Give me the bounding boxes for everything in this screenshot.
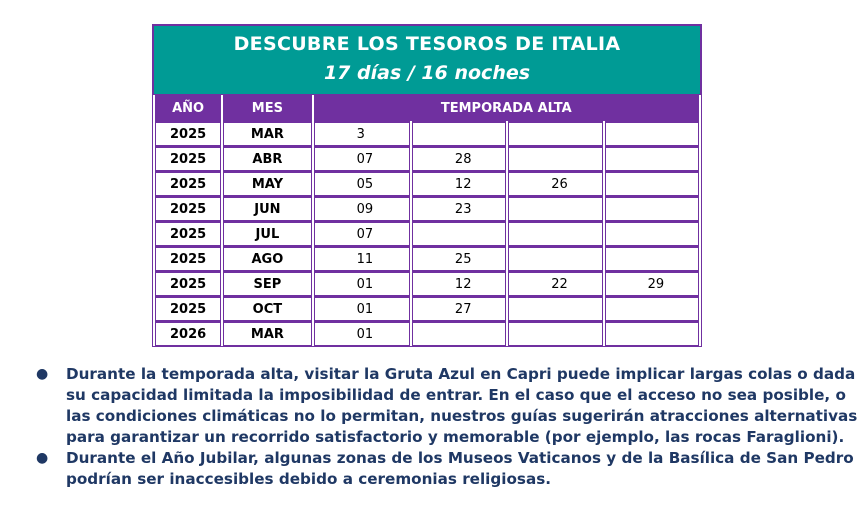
month-cell: MAR xyxy=(223,121,311,146)
date-cell: 01 xyxy=(314,271,410,296)
date-cell: 09 xyxy=(314,196,410,221)
month-cell: MAR xyxy=(223,321,311,346)
table-title: DESCUBRE LOS TESOROS DE ITALIA xyxy=(233,33,621,55)
table-row xyxy=(155,196,699,221)
table-row xyxy=(155,321,699,346)
date-cell: 05 xyxy=(314,171,410,196)
month-cell: JUN xyxy=(223,196,311,221)
bullet-icon: ● xyxy=(36,366,49,382)
year-cell: 2025 xyxy=(155,146,221,171)
month-cell: ABR xyxy=(223,146,311,171)
date-cell xyxy=(605,221,699,246)
date-cell xyxy=(508,296,602,321)
date-cell: 25 xyxy=(412,246,506,271)
month-cell: MAY xyxy=(223,171,311,196)
year-cell: 2026 xyxy=(155,321,221,346)
header-month: MES xyxy=(223,95,311,121)
date-cell: 29 xyxy=(605,271,699,296)
date-cell xyxy=(412,221,506,246)
date-cell xyxy=(605,196,699,221)
date-cell: 3 xyxy=(314,121,410,146)
header-season: TEMPORADA ALTA xyxy=(314,95,699,121)
date-cell: 01 xyxy=(314,296,410,321)
header-year: AÑO xyxy=(155,95,221,121)
year-cell: 2025 xyxy=(155,171,221,196)
note-item xyxy=(36,448,858,490)
date-cell: 12 xyxy=(412,171,506,196)
date-cell xyxy=(412,321,506,346)
date-cell xyxy=(605,171,699,196)
month-cell: OCT xyxy=(223,296,311,321)
date-cell: 07 xyxy=(314,221,410,246)
date-cell xyxy=(508,121,602,146)
notes-list xyxy=(36,364,858,490)
table-subtitle: 17 días / 16 noches xyxy=(323,62,531,84)
departures-table xyxy=(152,24,702,347)
table-row xyxy=(155,296,699,321)
date-cell: 07 xyxy=(314,146,410,171)
note-item xyxy=(36,364,858,448)
year-cell: 2025 xyxy=(155,221,221,246)
note-text: Durante la temporada alta, visitar la Gruta Azul en Capri puede implicar largas colas o dada su capacidad limitada la imposibilidad de entrar. En el caso que el acceso no sea posible, o las condiciones climáticas no lo permitan, nuestros guías sugerirán atracciones alternativas para garantizar un recorrido satisfactorio y memorable (por ejemplo, las rocas Faraglioni). xyxy=(66,365,858,446)
year-cell: 2025 xyxy=(155,121,221,146)
month-cell: SEP xyxy=(223,271,311,296)
table-row xyxy=(155,146,699,171)
table-row xyxy=(155,121,699,146)
month-cell: AGO xyxy=(223,246,311,271)
date-cell xyxy=(508,321,602,346)
bullet-icon: ● xyxy=(36,450,49,466)
date-cell xyxy=(605,296,699,321)
date-cell xyxy=(605,246,699,271)
date-cell: 22 xyxy=(508,271,602,296)
dates-table xyxy=(153,95,701,346)
year-cell: 2025 xyxy=(155,196,221,221)
date-cell: 23 xyxy=(412,196,506,221)
table-row xyxy=(155,246,699,271)
title-band xyxy=(153,25,701,95)
table-row xyxy=(155,271,699,296)
date-cell xyxy=(605,146,699,171)
date-cell xyxy=(508,146,602,171)
date-cell: 26 xyxy=(508,171,602,196)
year-cell: 2025 xyxy=(155,271,221,296)
year-cell: 2025 xyxy=(155,246,221,271)
date-cell: 27 xyxy=(412,296,506,321)
date-cell xyxy=(508,221,602,246)
date-cell xyxy=(412,121,506,146)
month-cell: JUL xyxy=(223,221,311,246)
date-cell xyxy=(508,246,602,271)
date-cell: 12 xyxy=(412,271,506,296)
date-cell: 28 xyxy=(412,146,506,171)
note-text: Durante el Año Jubilar, algunas zonas de los Museos Vaticanos y de la Basílica de San Pedro podrían ser inaccesibles debido a ceremonias religiosas. xyxy=(66,449,854,488)
date-cell: 11 xyxy=(314,246,410,271)
date-cell: 01 xyxy=(314,321,410,346)
table-body xyxy=(155,121,699,346)
date-cell xyxy=(605,321,699,346)
date-cell xyxy=(605,121,699,146)
date-cell xyxy=(508,196,602,221)
table-row xyxy=(155,171,699,196)
year-cell: 2025 xyxy=(155,296,221,321)
table-row xyxy=(155,221,699,246)
